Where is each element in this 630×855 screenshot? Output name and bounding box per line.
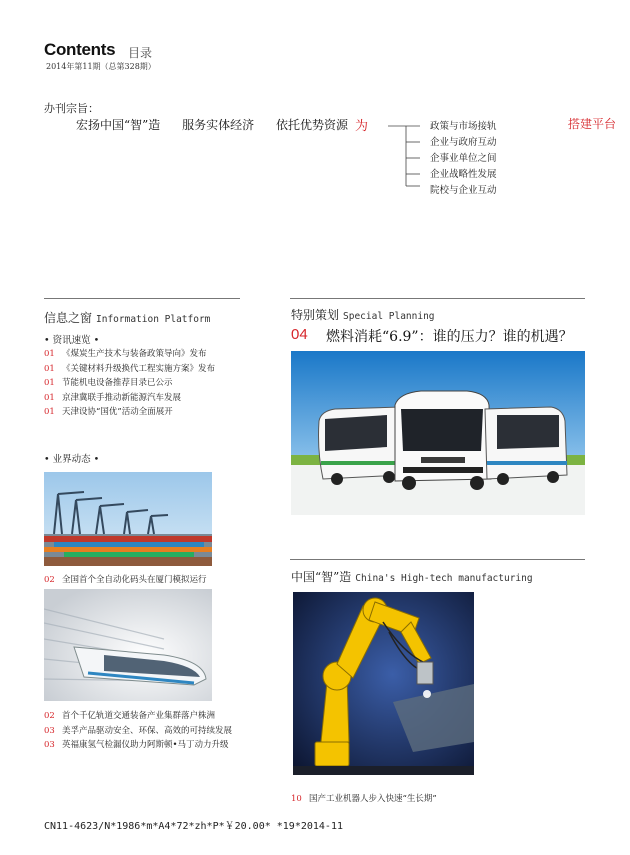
page-number: 10 <box>291 794 302 804</box>
article-title: 首个千亿轨道交通装备产业集群落户株洲 <box>62 711 216 721</box>
article-title: 国产工业机器人步入快速“生长期” <box>309 794 437 804</box>
port-caption[interactable] <box>44 573 207 585</box>
list-item[interactable] <box>44 347 215 362</box>
mission-phrases <box>76 116 369 134</box>
china-made-title-en: China's High-tech manufacturing <box>355 573 533 584</box>
port-cranes-photo[interactable] <box>44 472 212 566</box>
page-number: 01 <box>44 363 55 374</box>
list-item[interactable] <box>44 724 232 739</box>
goal-item: 企业战略性发展 <box>430 169 497 180</box>
special-title: 特别策划 <box>291 308 340 322</box>
page-number: 02 <box>44 711 55 721</box>
info-window-title: 信息之窗 <box>44 311 93 325</box>
special-headline[interactable]: 燃料消耗“6.9”：谁的压力？谁的机遇？ <box>326 329 573 345</box>
china-made-title: 中国“智”造 <box>291 570 352 584</box>
mission-phrase: 依托优势资源 <box>275 118 348 132</box>
issue-number: 2014年第11期（总第328期） <box>46 62 156 71</box>
page-number: 01 <box>44 378 55 389</box>
page-number: 01 <box>44 407 55 418</box>
contents-title-cn: 目录 <box>128 46 153 60</box>
special-heading <box>291 306 435 323</box>
news-brief-heading: • 资讯速览 • <box>44 335 100 346</box>
bracket-lines <box>388 120 428 190</box>
article-title: 全国首个全自动化码头在厦门模拟运行 <box>62 575 207 585</box>
mission-phrase: 服务实体经济 <box>182 118 255 132</box>
article-title: 美孚产品驱动安全、环保、高效的可持续发展 <box>62 725 233 736</box>
industrial-robot-photo[interactable] <box>293 592 474 775</box>
special-page-number: 04 <box>291 326 308 343</box>
page-number: 01 <box>44 392 55 403</box>
mission-target: 搭建平台 <box>568 117 617 131</box>
goal-item: 政策与市场接轨 <box>430 121 497 132</box>
info-window-title-en: Information Platform <box>96 314 211 325</box>
robot-caption[interactable] <box>291 792 437 804</box>
section-rule <box>44 298 240 299</box>
mission-label: 办刊宗旨： <box>44 102 99 115</box>
list-item[interactable] <box>44 362 215 377</box>
industry-heading: • 业界动态 • <box>44 454 100 465</box>
list-item[interactable] <box>44 405 215 420</box>
high-speed-train-photo[interactable] <box>44 589 212 701</box>
list-item[interactable] <box>44 376 215 391</box>
news-brief-list <box>44 347 215 420</box>
page-number: 03 <box>44 740 55 751</box>
mission-connector: 为 <box>355 119 369 134</box>
mission-phrase: 宏扬中国“智”造 <box>76 118 161 132</box>
list-item[interactable] <box>44 738 232 753</box>
page-number: 03 <box>44 725 55 736</box>
china-made-heading <box>291 568 533 585</box>
info-window-heading <box>44 309 210 326</box>
list-item[interactable] <box>44 391 215 406</box>
page-number: 02 <box>44 575 55 585</box>
mission-goals <box>430 119 497 199</box>
article-title: 京津冀联手推动新能源汽车发展 <box>62 392 182 403</box>
article-title: 《煤炭生产技术与装备政策导向》发布 <box>62 349 207 359</box>
section-rule <box>290 559 585 560</box>
publication-code: CN11-4623/N*1986*m*A4*72*zh*P*￥20.00* *19*2014-11 <box>44 821 343 832</box>
goal-item: 院校与企业互动 <box>430 185 497 196</box>
article-title: 《关键材料升级换代工程实施方案》发布 <box>62 363 216 374</box>
page-number: 01 <box>44 349 55 359</box>
article-title: 天津设协“国优”活动全面展开 <box>62 407 173 418</box>
section-rule <box>290 298 585 299</box>
goal-item: 企业与政府互动 <box>430 137 497 148</box>
bus-photo[interactable] <box>291 351 585 515</box>
contents-title: Contents <box>44 40 116 59</box>
article-title: 节能机电设备推荐目录已公示 <box>62 378 173 389</box>
industry-list <box>44 709 232 753</box>
goal-item: 企事业单位之间 <box>430 153 497 164</box>
special-title-en: Special Planning <box>343 311 435 322</box>
list-item[interactable] <box>44 709 232 724</box>
article-title: 英福康氢气检漏仪助力阿斯顿•马丁动力升级 <box>62 740 229 751</box>
